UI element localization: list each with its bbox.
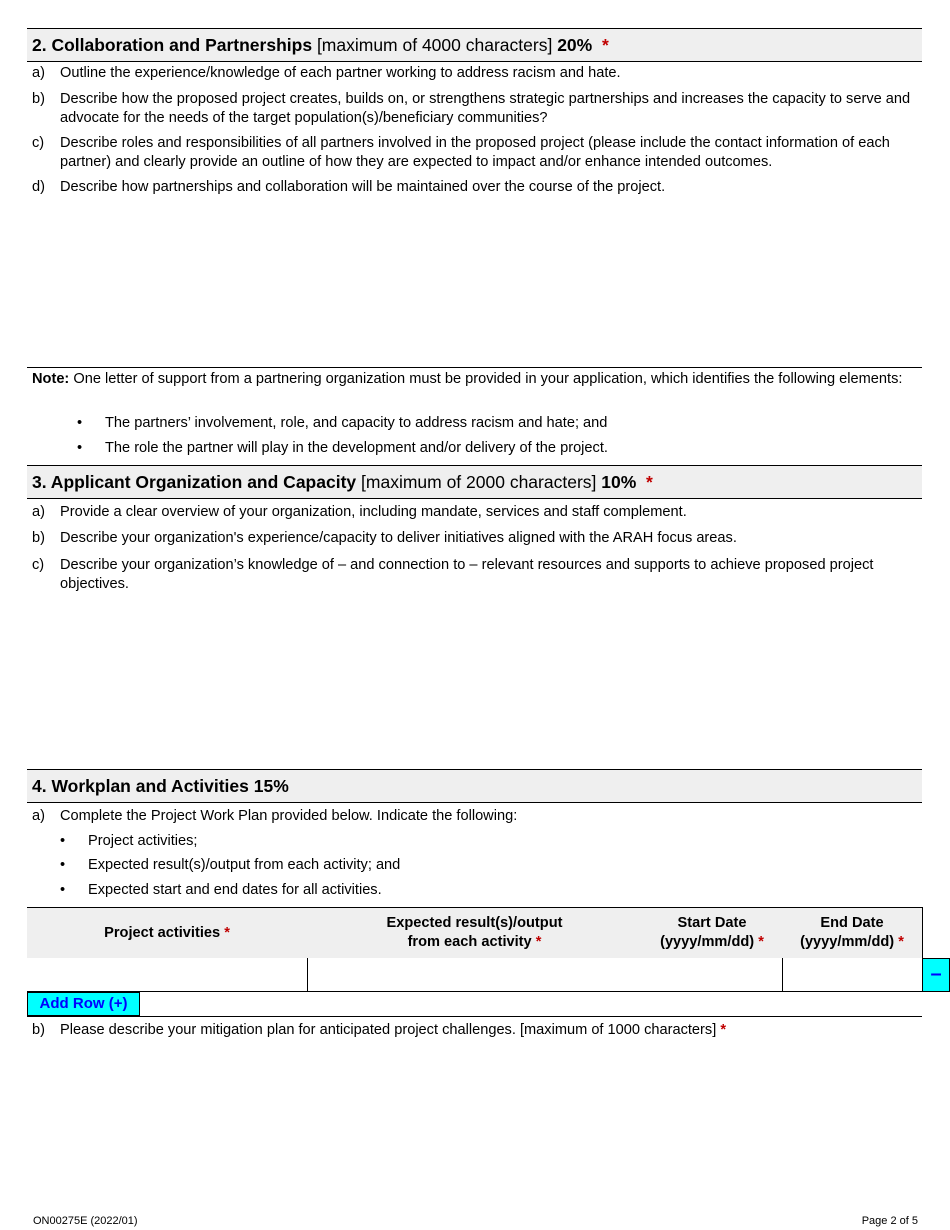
- section-3-item-c: [32, 556, 912, 593]
- bullet-text: The partners’ involvement, role, and capacity to address racism and hate; and: [105, 415, 608, 431]
- section-3-limit: [maximum of 2000 characters]: [361, 472, 597, 492]
- section-2-item-c: [32, 134, 912, 171]
- add-row-button[interactable]: Add Row (+): [27, 992, 140, 1016]
- item-label: a): [32, 808, 45, 824]
- item-label: a): [32, 504, 45, 520]
- remove-row-button[interactable]: –: [922, 958, 950, 992]
- section-2-item-b: [32, 90, 912, 127]
- header-text: from each activity: [407, 934, 532, 950]
- col-header-project-activities: [27, 907, 308, 959]
- required-marker: *: [535, 934, 542, 950]
- item-text: Provide a clear overview of your organization, including mandate, services and staff complement.: [60, 504, 687, 520]
- end-date-input[interactable]: [782, 958, 923, 992]
- bullet-text: The role the partner will play in the development and/or delivery of the project.: [105, 440, 608, 456]
- required-marker: *: [758, 934, 764, 950]
- expected-result-input[interactable]: [307, 958, 643, 992]
- item-text: Outline the experience/knowledge of each partner working to address racism and hate.: [60, 65, 621, 81]
- divider: [27, 367, 922, 368]
- section-2-item-a: [32, 64, 912, 83]
- note-bullet-2: [77, 439, 608, 458]
- item-label: b): [32, 91, 45, 107]
- item-label: a): [32, 65, 45, 81]
- mitigation-plan-response-area[interactable]: [27, 1042, 922, 1202]
- item-text: Describe your organization's experience/capacity to deliver initiatives aligned with the ARAH focus areas.: [60, 530, 737, 546]
- section-3-item-a: [32, 503, 912, 522]
- divider: [27, 1016, 922, 1017]
- bullet-dot: •: [60, 882, 66, 898]
- page-number: Page 2 of 5: [861, 1215, 918, 1227]
- section-3-weight: 10%: [601, 472, 637, 492]
- item-label: c): [32, 557, 45, 573]
- required-marker: *: [720, 1022, 726, 1038]
- header-text: Start Date: [677, 915, 747, 931]
- header-text: (yyyy/mm/dd): [660, 934, 755, 950]
- required-marker: *: [898, 934, 904, 950]
- item-label: c): [32, 135, 45, 151]
- item-label: b): [32, 530, 45, 546]
- item-text: Please describe your mitigation plan for anticipated project challenges. [maximum of 1000 characters]: [60, 1022, 717, 1038]
- start-date-input[interactable]: [642, 958, 783, 992]
- bullet-dot: •: [77, 415, 83, 431]
- section-4-header: [27, 769, 922, 803]
- section-4-item-b: [32, 1021, 912, 1040]
- section-3-response-area[interactable]: [27, 596, 922, 766]
- workplan-bullet-3: [60, 881, 382, 900]
- item-label: d): [32, 179, 45, 195]
- col-header-start-date: [642, 907, 783, 959]
- note-label: Note:: [32, 371, 70, 387]
- section-2-limit: [maximum of 4000 characters]: [316, 35, 553, 55]
- section-2-header: [27, 28, 922, 62]
- header-text: End Date: [820, 915, 884, 931]
- section-3-title: 3. Applicant Organization and Capacity: [32, 472, 357, 492]
- bullet-dot: •: [60, 857, 66, 873]
- note-block: [32, 370, 912, 389]
- section-4-item-a: [32, 807, 912, 826]
- workplan-bullet-1: [60, 832, 198, 851]
- required-marker: *: [646, 472, 653, 492]
- bullet-dot: •: [60, 833, 66, 849]
- bullet-text: Project activities;: [88, 833, 198, 849]
- note-bullet-1: [77, 414, 607, 433]
- section-2-item-d: [32, 178, 912, 197]
- bullet-text: Expected start and end dates for all activities.: [88, 882, 382, 898]
- form-id: ON00275E (2022/01): [33, 1215, 138, 1227]
- section-3-item-b: [32, 529, 912, 548]
- item-text: Describe roles and responsibilities of all partners involved in the proposed project (please include the contact information of each partner) and clearly provide an outline of how they are expected to impact and/or enhance intended outcomes.: [60, 135, 890, 170]
- item-text: Describe how partnerships and collaboration will be maintained over the course of the project.: [60, 179, 666, 195]
- project-activity-input[interactable]: [27, 958, 308, 992]
- item-text: Describe your organization’s knowledge of – and connection to – relevant resources and supports to achieve proposed project objectives.: [60, 557, 874, 592]
- bullet-text: Expected result(s)/output from each activity; and: [88, 857, 401, 873]
- required-marker: *: [224, 924, 230, 941]
- workplan-bullet-2: [60, 856, 400, 875]
- header-text: (yyyy/mm/dd): [800, 934, 895, 950]
- section-2-title: 2. Collaboration and Partnerships: [32, 35, 313, 55]
- header-text: Project activities: [104, 924, 221, 941]
- bullet-dot: •: [77, 440, 83, 456]
- section-2-response-area[interactable]: [27, 200, 922, 366]
- item-label: b): [32, 1022, 45, 1038]
- item-text: Describe how the proposed project creates, builds on, or strengthens strategic partnerships and increases the capacity to serve and advocate for the needs of the target population(s)/beneficiary communities?: [60, 91, 911, 126]
- col-header-expected-results: [307, 907, 643, 959]
- note-text: One letter of support from a partnering organization must be provided in your application, which identifies the following elements:: [73, 371, 903, 387]
- section-2-weight: 20%: [557, 35, 593, 55]
- header-text: Expected result(s)/output: [386, 915, 563, 931]
- col-header-end-date: [782, 907, 923, 959]
- section-3-header: [27, 465, 922, 499]
- required-marker: *: [601, 35, 609, 55]
- item-text: Complete the Project Work Plan provided below. Indicate the following:: [60, 808, 518, 824]
- section-4-title: 4. Workplan and Activities 15%: [32, 776, 289, 796]
